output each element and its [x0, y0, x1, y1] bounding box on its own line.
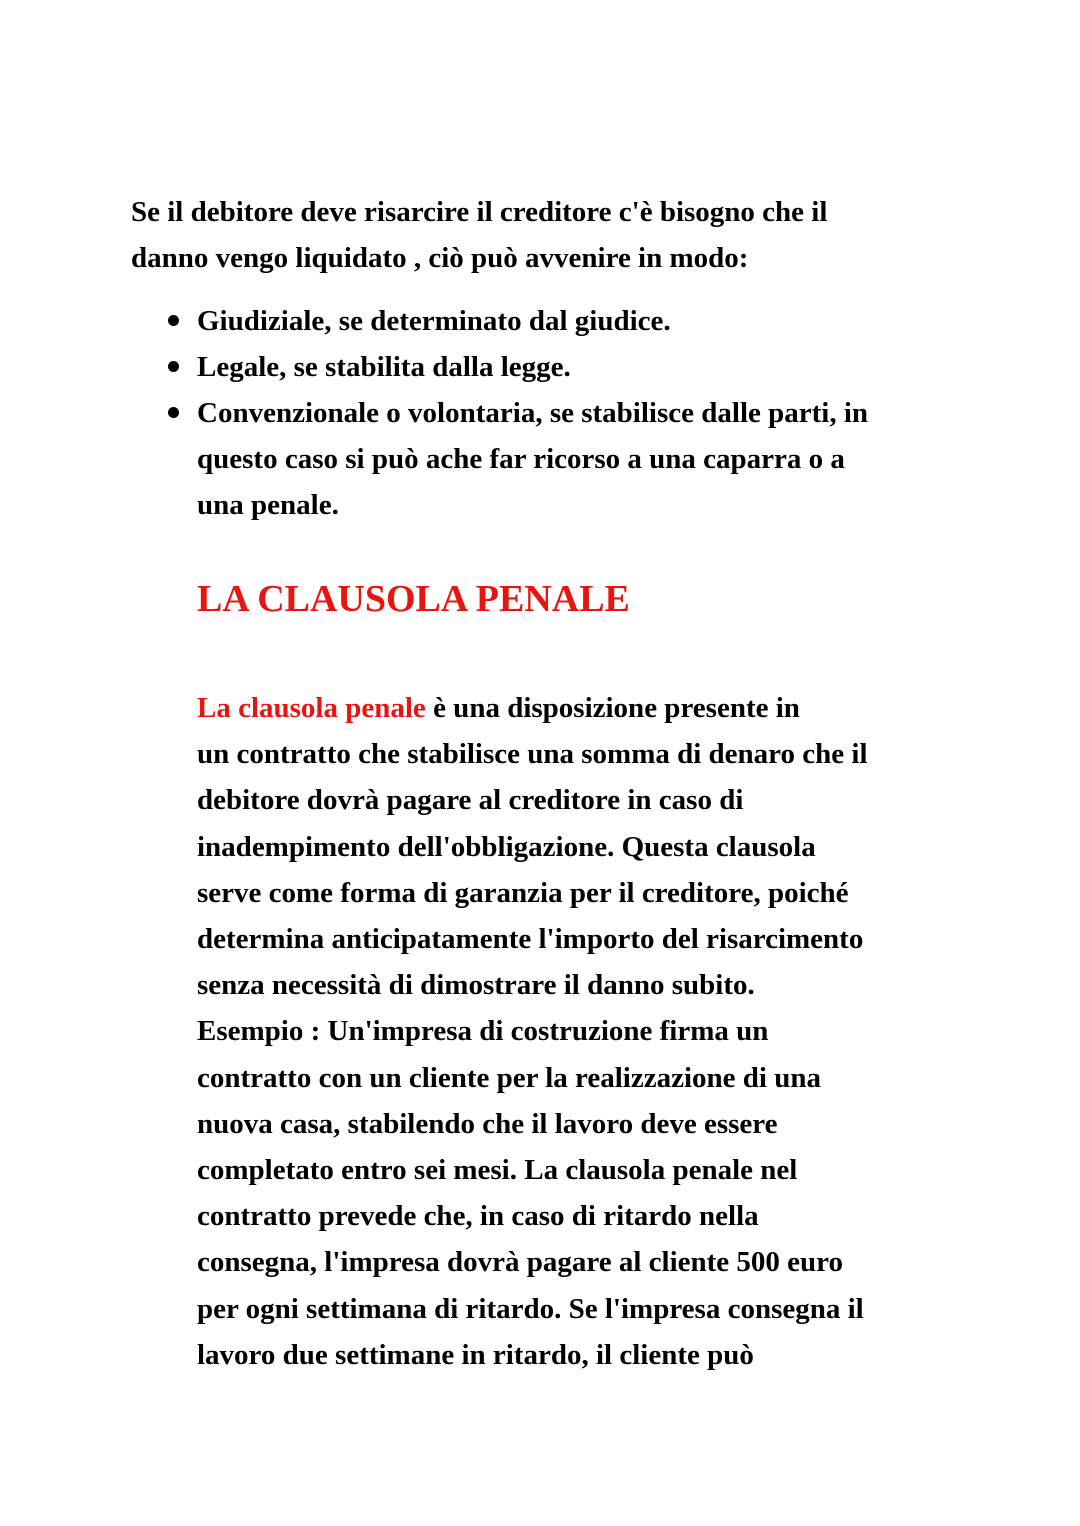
body-line: contratto prevede che, in caso di ritardo nella [197, 1200, 759, 1233]
list-item-convenzionale [160, 390, 1040, 528]
intro-paragraph [131, 189, 1011, 281]
body-line: debitore dovrà pagare al creditore in caso di [197, 784, 744, 817]
body-line: completato entro sei mesi. La clausola penale nel [197, 1154, 798, 1187]
list-item-giudiziale [160, 298, 1040, 344]
body-line: Esempio : Un'impresa di costruzione firma un [197, 1015, 769, 1048]
body-line: un contratto che stabilisce una somma di denaro che il [197, 738, 868, 771]
list-item-legale [160, 344, 1040, 390]
list-item-text: Giudiziale, se determinato dal giudice. [197, 305, 671, 337]
body-line: determina anticipatamente l'importo del risarcimento [197, 923, 864, 956]
body-line: nuova casa, stabilendo che il lavoro deve essere [197, 1107, 778, 1140]
intro-line: Se il debitore deve risarcire il creditore c'è bisogno che il [131, 196, 828, 228]
list-item-text: Convenzionale o volontaria, se stabilisce dalle parti, in [197, 397, 869, 429]
highlighted-term: La clausola penale [197, 692, 426, 724]
body-paragraph [197, 685, 1047, 1378]
body-line: senza necessità di dimostrare il danno subito. [197, 969, 755, 1002]
body-line: lavoro due settimane in ritardo, il cliente può [197, 1338, 754, 1371]
bullet-dot-icon [168, 407, 179, 418]
body-first-line-rest: è una disposizione presente in [425, 692, 800, 724]
list-item-text: Legale, se stabilita dalla legge. [197, 351, 571, 383]
intro-line: danno vengo liquidato , ciò può avvenire in modo: [131, 242, 749, 274]
body-line: contratto con un cliente per la realizzazione di una [197, 1061, 821, 1094]
liquidation-methods-list [160, 298, 1040, 528]
body-line: serve come forma di garanzia per il creditore, poiché [197, 876, 849, 909]
bullet-dot-icon [168, 315, 179, 326]
list-item-text: questo caso si può ache far ricorso a una caparra o a [197, 443, 845, 475]
section-heading: LA CLAUSOLA PENALE [197, 578, 630, 620]
list-item-text: una penale. [197, 489, 339, 521]
bullet-dot-icon [168, 361, 179, 372]
body-line: per ogni settimana di ritardo. Se l'impresa consegna il [197, 1292, 864, 1325]
body-line: inadempimento dell'obbligazione. Questa clausola [197, 830, 816, 863]
body-first-line [197, 685, 1047, 731]
body-line: consegna, l'impresa dovrà pagare al cliente 500 euro [197, 1246, 844, 1279]
